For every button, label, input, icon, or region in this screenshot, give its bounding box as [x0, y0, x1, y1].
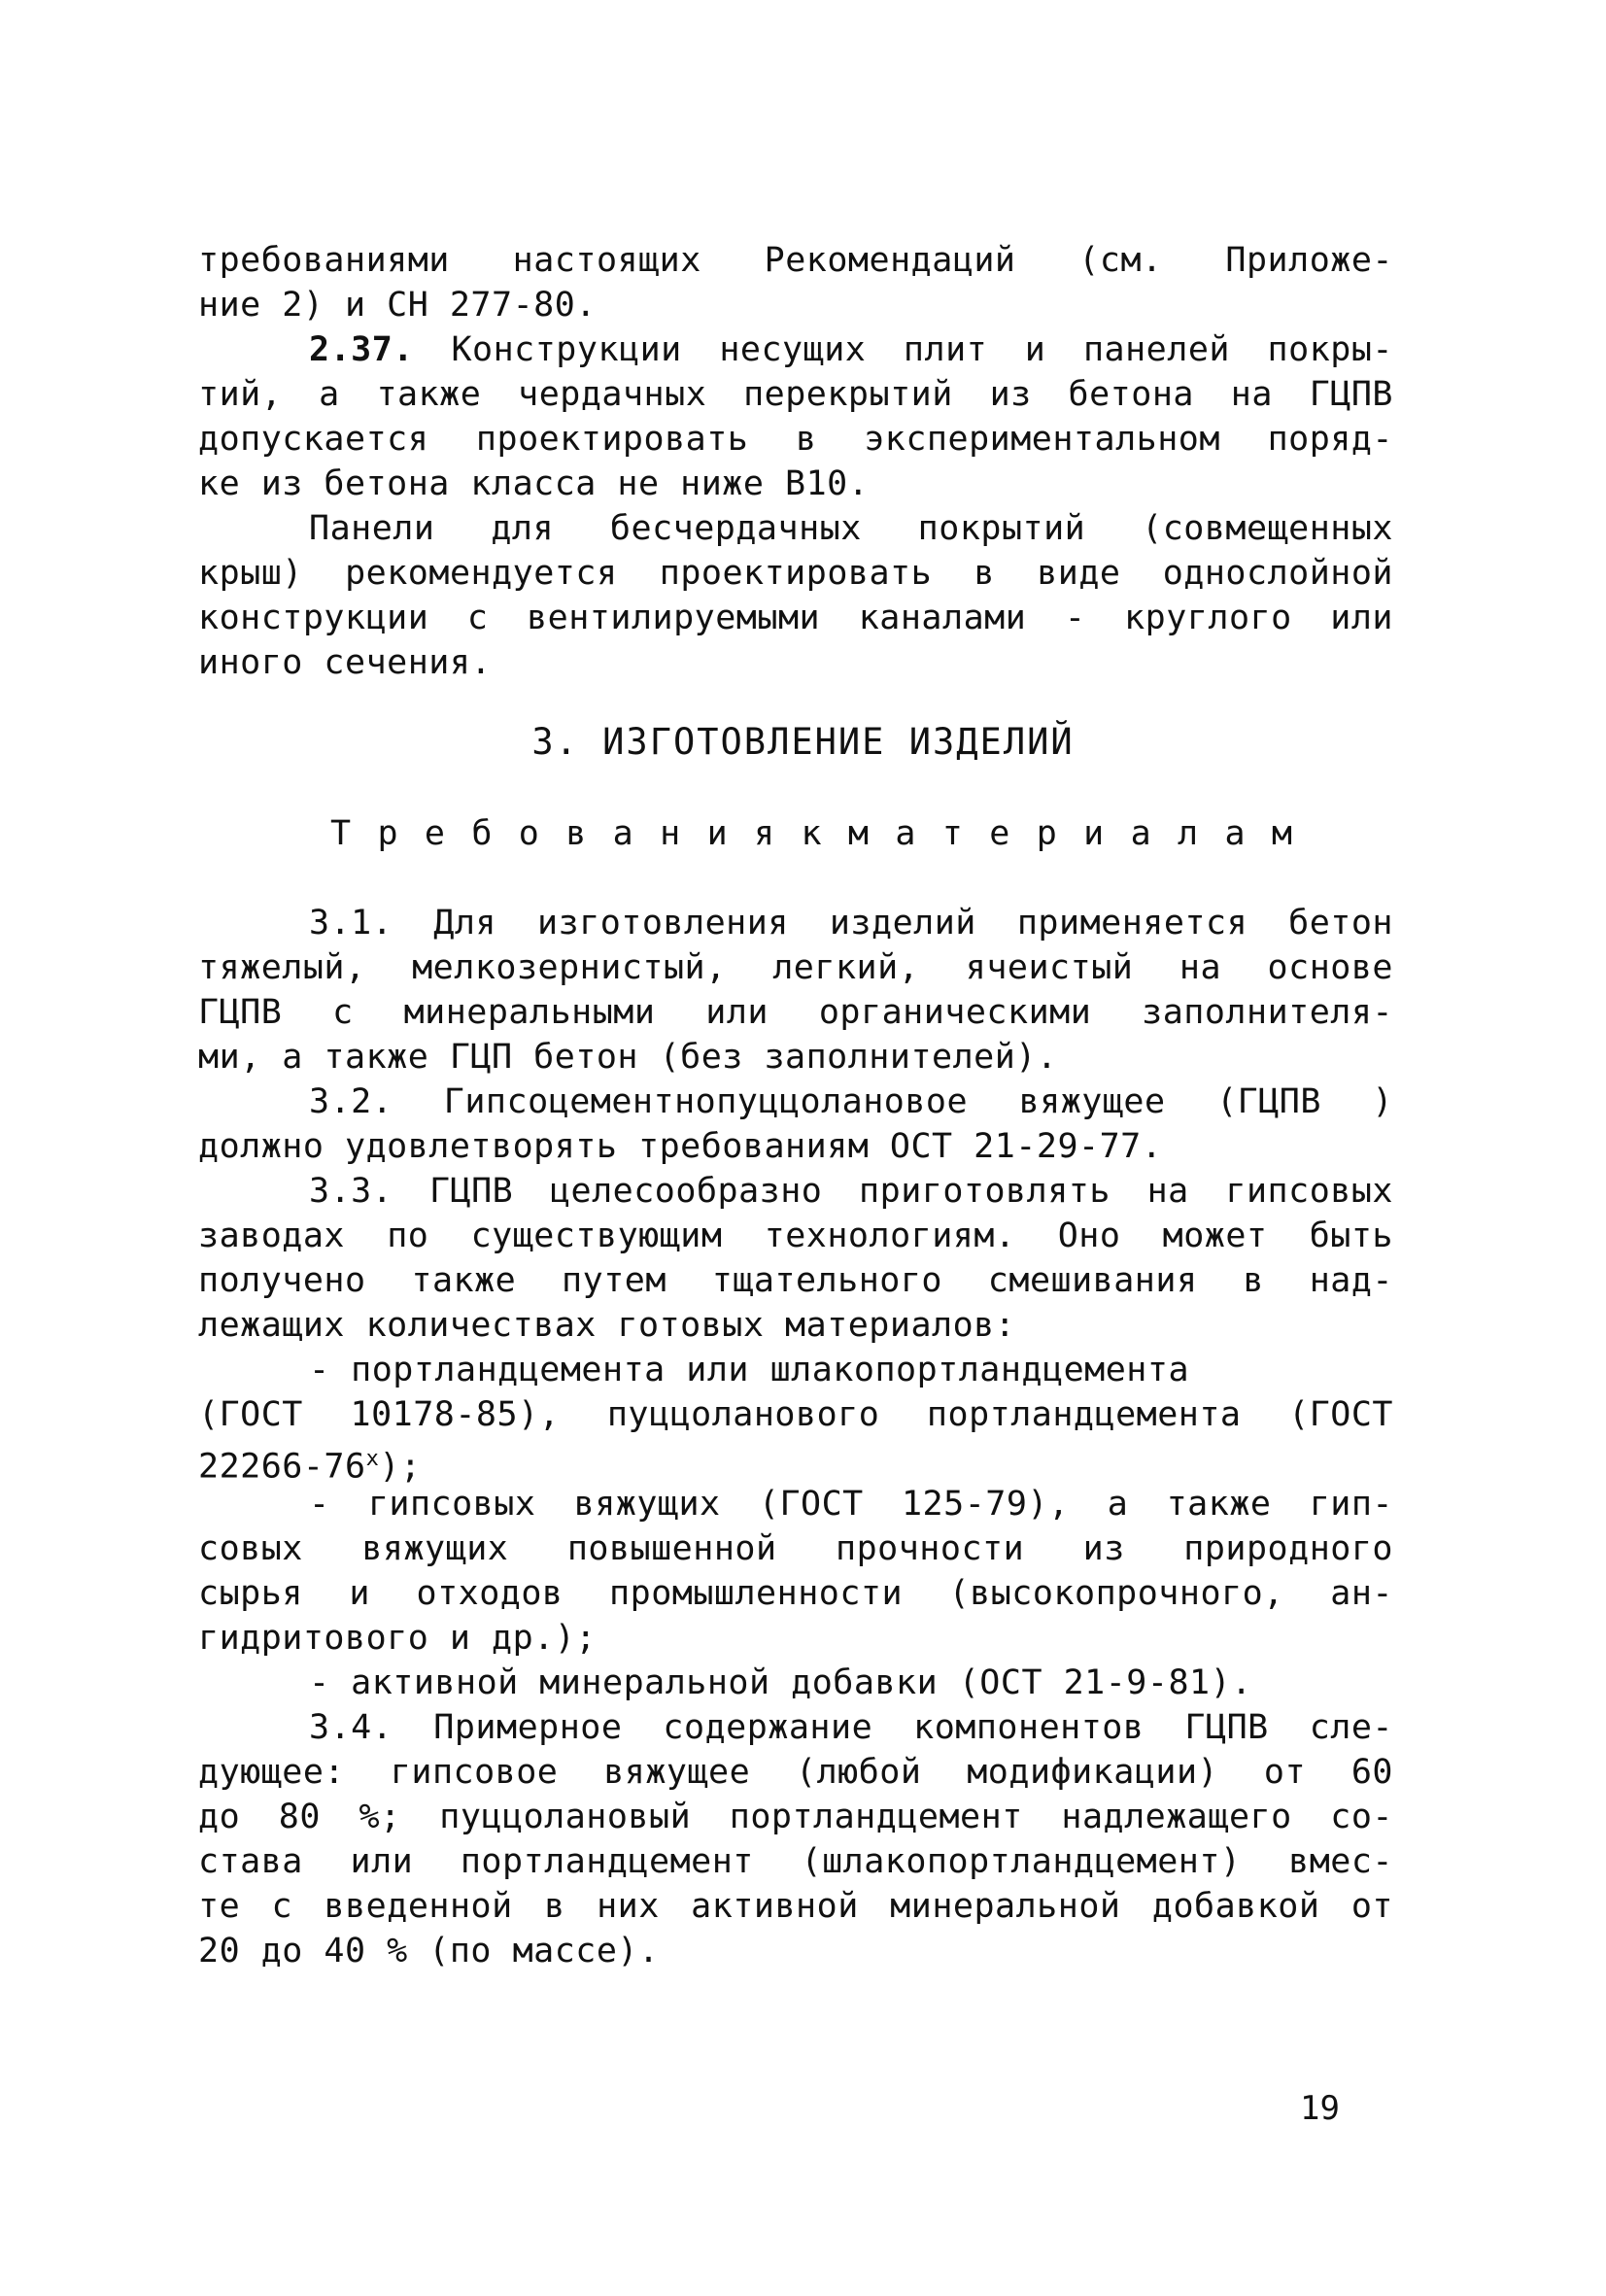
list-cement-line-2: (ГОСТ 10178-85), пуццоланового портландцемента (ГОСТ [198, 1395, 1393, 1434]
para-3-3-line-4: лежащих количествах готовых материалов: [198, 1306, 1016, 1345]
para-3-2-line-1: 3.2. Гипсоцементнопуццолановое вяжущее (ГЦПВ ) [309, 1082, 1393, 1121]
para-3-3-line-1: 3.3. ГЦПВ целесообразно приготовлять на гипсовых [309, 1172, 1393, 1211]
list-gypsum-line-3: сырья и отходов промышленности (высокопрочного, ан- [198, 1574, 1393, 1613]
para-2-37-line-1 [309, 330, 1393, 369]
list-cement-line-1: - портландцемента или шлакопортландцемента [309, 1351, 1190, 1389]
list-cement-end: ); [379, 1447, 422, 1487]
list-additive-line: - активной минеральной добавки (ОСТ 21-9-81). [309, 1663, 1252, 1702]
para-3-4-line-1: 3.4. Примерное содержание компонентов ГЦПВ сле- [309, 1708, 1393, 1747]
intro-line-1: требованиями настоящих Рекомендаций (см. Приложе- [198, 241, 1393, 280]
para-3-4-line-3: до 80 %; пуццолановый портландцемент надлежащего со- [198, 1798, 1393, 1836]
list-gypsum-line-1: - гипсовых вяжущих (ГОСТ 125-79), а также гип- [309, 1485, 1393, 1524]
para-3-3-line-2: заводах по существующим технологиям. Оно может быть [198, 1217, 1393, 1255]
para-3-1-line-1: 3.1. Для изготовления изделий применяется бетон [309, 904, 1393, 942]
para-3-3-line-3: получено также путем тщательного смешивания в над- [198, 1261, 1393, 1300]
para-panels-line-1: Панели для бесчердачных покрытий (совмещенных [309, 509, 1393, 548]
page-number: 19 [1300, 2089, 1340, 2128]
list-cement-line-3 [198, 1440, 1393, 1487]
para-panels-line-3: конструкции с вентилируемыми каналами - круглого или [198, 599, 1393, 637]
para-2-37-line-4: ке из бетона класса не ниже В10. [198, 464, 870, 503]
section-heading: 3. ИЗГОТОВЛЕНИЕ ИЗДЕЛИЙ [531, 721, 1075, 763]
list-gypsum-line-4: гидритового и др.); [198, 1619, 597, 1658]
para-3-4-line-5: те с введенной в них активной минеральной добавкой от [198, 1887, 1393, 1926]
para-3-4-line-2: дующее: гипсовое вяжущее (любой модификации) от 60 [198, 1753, 1393, 1792]
para-2-37-number: 2.37. [309, 330, 414, 369]
para-3-4-line-4: става или портландцемент (шлакопортландцемент) вмес- [198, 1842, 1393, 1881]
para-panels-line-4: иного сечения. [198, 643, 493, 682]
subsection-heading: Т р е б о в а н и я к м а т е р и а л а м [330, 814, 1292, 853]
para-3-2-line-2: должно удовлетворять требованиям ОСТ 21-29-77. [198, 1127, 1163, 1166]
para-2-37-text-1: Конструкции несущих плит и панелей покры- [451, 330, 1393, 369]
para-3-4-line-6: 20 до 40 % (по массе). [198, 1932, 660, 1970]
list-gypsum-line-2: совых вяжущих повышенной прочности из природного [198, 1529, 1393, 1568]
para-2-37-line-2: тий, а также чердачных перекрытий из бетона на ГЦПВ [198, 375, 1393, 414]
intro-line-2: ние 2) и СН 277-80. [198, 286, 597, 325]
list-cement-gost-number: 22266-76 [198, 1447, 366, 1487]
para-panels-line-2: крыш) рекомендуется проектировать в виде однослойной [198, 554, 1393, 593]
para-3-1-line-2: тяжелый, мелкозернистый, легкий, ячеистый на основе [198, 948, 1393, 987]
para-2-37-line-3: допускается проектировать в экспериментальном поряд- [198, 420, 1393, 459]
para-3-1-line-3: ГЦПВ с минеральными или органическими заполнителя- [198, 993, 1393, 1032]
list-cement-superscript: х [365, 1447, 380, 1471]
para-3-1-line-4: ми, а также ГЦП бетон (без заполнителей). [198, 1038, 1058, 1077]
